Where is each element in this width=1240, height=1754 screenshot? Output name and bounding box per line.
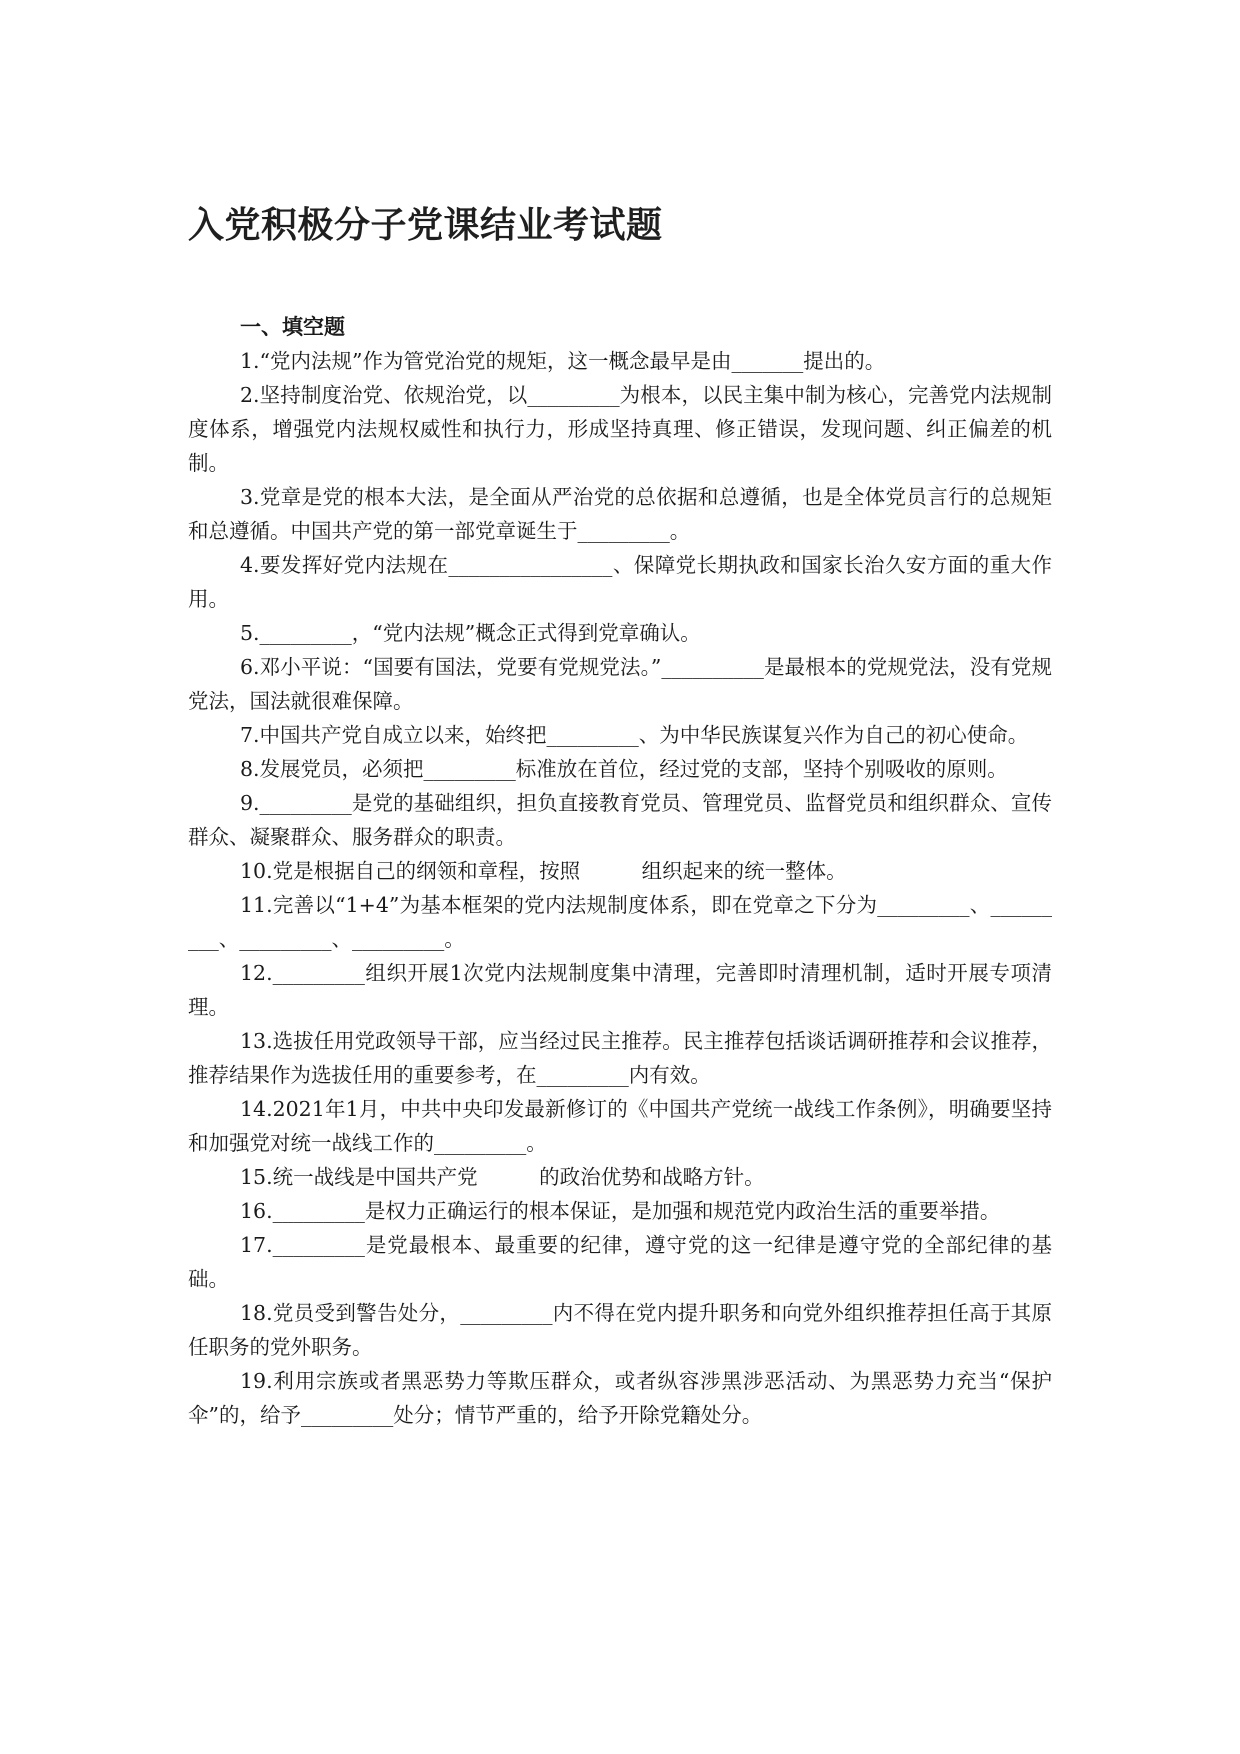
question-4: 4.要发挥好党内法规在________________、保障党长期执政和国家长治久安方面的重大作用。 xyxy=(188,553,1052,611)
section-heading: 一、填空题 xyxy=(240,315,345,339)
question-list xyxy=(188,344,1052,1432)
question-14: 14.2021年1月，中共中央印发最新修订的《中国共产党统一战线工作条例》，明确要坚持和加强党对统一战线工作的_________。 xyxy=(188,1097,1052,1155)
question-7: 7.中国共产党自成立以来，始终把_________、为中华民族谋复兴作为自己的初心使命。 xyxy=(240,723,1029,747)
question-1: 1.“党内法规”作为管党治党的规矩，这一概念最早是由_______提出的。 xyxy=(240,349,886,373)
question-17: 17._________是党最根本、最重要的纪律，遵守党的这一纪律是遵守党的全部纪律的基础。 xyxy=(188,1233,1052,1291)
question-10: 10.党是根据自己的纲领和章程，按照 组织起来的统一整体。 xyxy=(240,859,847,883)
question-12: 12._________组织开展1次党内法规制度集中清理，完善即时清理机制，适时开展专项清理。 xyxy=(188,961,1052,1019)
question-6: 6.邓小平说：“国要有国法，党要有党规党法。”__________是最根本的党规党法，没有党规党法，国法就很难保障。 xyxy=(188,655,1052,713)
question-18: 18.党员受到警告处分，_________内不得在党内提升职务和向党外组织推荐担任高于其原任职务的党外职务。 xyxy=(188,1301,1052,1359)
document-title: 入党积极分子党课结业考试题 xyxy=(188,205,663,246)
question-19: 19.利用宗族或者黑恶势力等欺压群众，或者纵容涉黑涉恶活动、为黑恶势力充当“保护伞”的，给予_________处分；情节严重的，给予开除党籍处分。 xyxy=(188,1369,1052,1427)
question-15: 15.统一战线是中国共产党 的政治优势和战略方针。 xyxy=(240,1165,765,1189)
question-2: 2.坚持制度治党、依规治党，以_________为根本，以民主集中制为核心，完善党内法规制度体系，增强党内法规权威性和执行力，形成坚持真理、修正错误，发现问题、纠正偏差的机制。 xyxy=(188,383,1052,475)
question-3: 3.党章是党的根本大法，是全面从严治党的总依据和总遵循，也是全体党员言行的总规矩和总遵循。中国共产党的第一部党章诞生于_________。 xyxy=(188,485,1052,543)
question-11: 11.完善以“1+4”为基本框架的党内法规制度体系，即在党章之下分为_________、_________、_________、_________。 xyxy=(188,893,1052,951)
question-16: 16._________是权力正确运行的根本保证，是加强和规范党内政治生活的重要举措。 xyxy=(240,1199,1001,1223)
question-5: 5._________，“党内法规”概念正式得到党章确认。 xyxy=(240,621,701,645)
question-9: 9._________是党的基础组织，担负直接教育党员、管理党员、监督党员和组织群众、宣传群众、凝聚群众、服务群众的职责。 xyxy=(188,791,1052,849)
question-13: 13.选拔任用党政领导干部，应当经过民主推荐。民主推荐包括谈话调研推荐和会议推荐，推荐结果作为选拔任用的重要参考，在_________内有效。 xyxy=(188,1029,1052,1087)
question-8: 8.发展党员，必须把_________标准放在首位，经过党的支部，坚持个别吸收的原则。 xyxy=(240,757,1008,781)
